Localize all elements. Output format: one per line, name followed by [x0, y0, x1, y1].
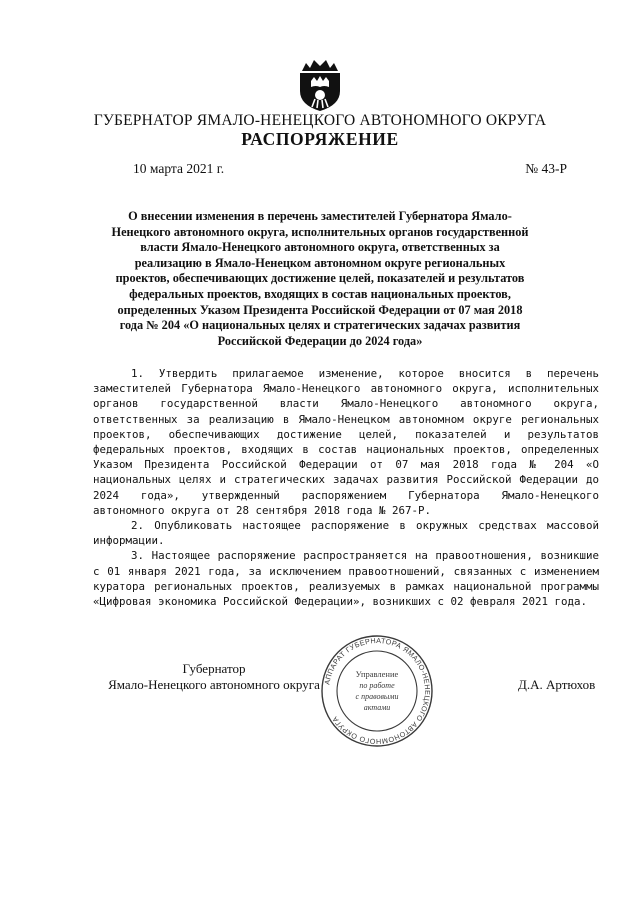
stamp-ring-text: АППАРАТ ГУБЕРНАТОРА ЯМАЛО-НЕНЕЦКОГО АВТОНОМНОГО ОКРУГА — [322, 635, 433, 747]
document-number: № 43-Р — [525, 161, 567, 176]
paragraph-3: 3. Настоящее распоряжение распространяется на правоотношения, возникшие с 01 января 2021 года, за исключением правоотношений, связанных с изменением куратора региональных проектов, реализуемых в рамках национальной программы «Цифровая экономика Российской Федерации», возникших с 02 февраля 2021 года. — [93, 549, 599, 609]
signatory-position-line1: Губернатор — [182, 661, 246, 676]
stamp-center-line2: по работе — [359, 681, 395, 690]
signatory-position-line2: Ямало-Ненецкого автономного округа — [108, 677, 320, 692]
stamp-inner-ring — [337, 651, 417, 731]
signatory-position — [94, 661, 334, 693]
official-stamp — [318, 634, 436, 748]
stamp-center-line1: Управление — [355, 669, 399, 679]
document-body — [93, 366, 599, 609]
organization-name: ГУБЕРНАТОР ЯМАЛО-НЕНЕЦКОГО АВТОНОМНОГО ОКРУГА — [93, 112, 547, 129]
paragraph-1: 1. Утвердить прилагаемое изменение, которое вносится в перечень заместителей Губернатора Ямало-Ненецкого автономного округа, исполнительных органов государственной власти Ямало-Ненецкого автономного округа, ответственных за реализацию в Ямало-Ненецком автономном округе региональных проектов, обеспечивающих достижение целей, показателей и результатов федеральных проектов, входящих в состав национальных проектов, определенных Указом Президента Российской Федерации от 07 мая 2018 года № 204 «О национальных целях и стратегических задачах развития Российской Федерации до 2024 года», утвержденный распоряжением Губернатора Ямало-Ненецкого автономного округа от 28 сентября 2018 года № 267-Р. — [93, 367, 599, 517]
stamp-center-line3: с правовыми — [355, 692, 399, 701]
stamp-center-line4: актами — [363, 703, 391, 712]
paragraph-2: 2. Опубликовать настоящее распоряжение в окружных средствах массовой информации. — [93, 519, 599, 548]
signatory-name: Д.А. Артюхов — [518, 677, 596, 692]
document-type: РАСПОРЯЖЕНИЕ — [241, 129, 399, 149]
document-title: О внесении изменения в перечень заместителей Губернатора Ямало-Ненецкого автономного округа, исполнительных органов государственной власти Ямало-Ненецкого автономного округа, ответственных за реализацию в Ямало-Ненецком автономном округе региональных проектов, обеспечивающих достижение целей, показателей и результатов федеральных проектов, входящих в состав национальных проектов, определенных Указом Президента Российской Федерации от 07 мая 2018 года № 204 «О национальных целях и стратегических задачах развития Российской Федерации до 2024 года» — [111, 209, 529, 348]
document-date: 10 марта 2021 г. — [133, 161, 225, 176]
yamal-coat-of-arms-icon — [296, 57, 344, 113]
